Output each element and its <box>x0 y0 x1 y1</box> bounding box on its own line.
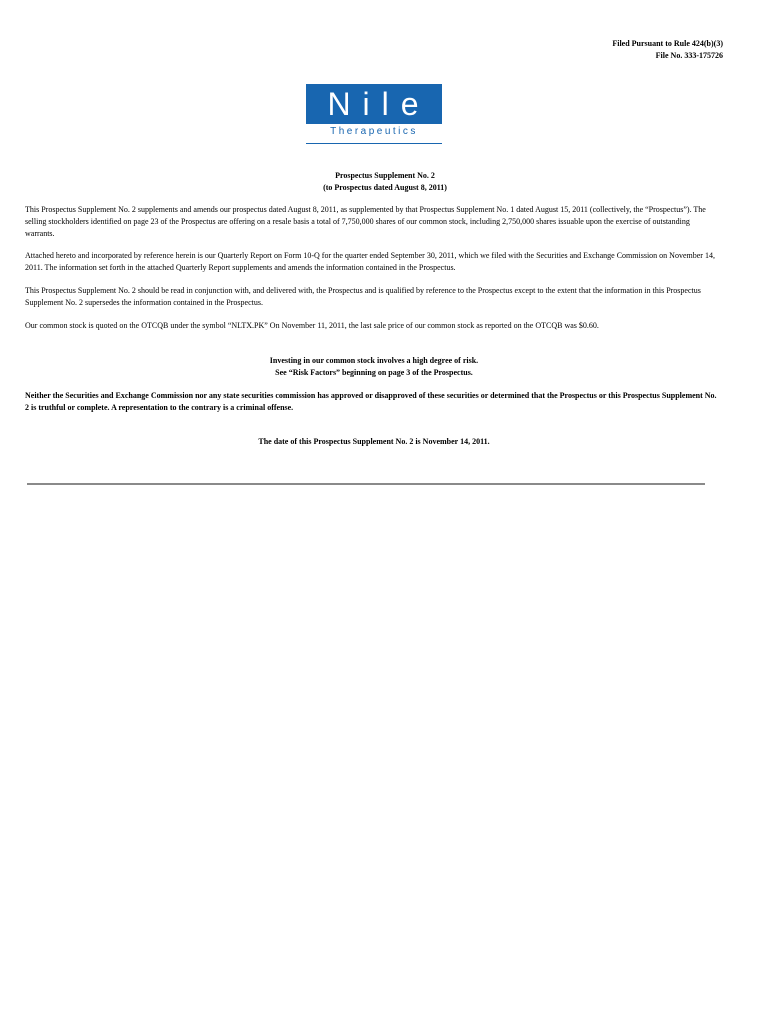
risk-line-1: Investing in our common stock involves a high degree of risk. <box>269 356 479 365</box>
logo-underline <box>306 143 442 144</box>
paragraph-supplement: This Prospectus Supplement No. 2 supplements and amends our prospectus dated August 8, 2011, as supplemented by that Prospectus Supplement No. 1 dated August 15, 2011 (collectively, the “Prospectus”). The selling stockholders identified on page 23 of the Prospectus are offering on a resale basis a total of 7,750,000 shares of our common stock, including 2,750,000 shares issuable upon the exercise of outstanding warrants. <box>25 205 706 238</box>
filing-rule: Filed Pursuant to Rule 424(b)(3) <box>612 39 723 48</box>
page-divider <box>27 483 705 485</box>
paragraph-read-in-conjunction: This Prospectus Supplement No. 2 should be read in conjunction with, and delivered with, the Prospectus and is qualified by reference to the Prospectus except to the extent that the information in this Prospectus Supplement No. 2 supersedes the information contained in the Prospectus. <box>25 286 701 307</box>
risk-line-2: See “Risk Factors” beginning on page 3 of the Prospectus. <box>275 368 473 377</box>
title-line-2: (to Prospectus dated August 8, 2011) <box>323 183 447 192</box>
paragraph-quarterly-report: Attached hereto and incorporated by reference herein is our Quarterly Report on Form 10-Q for the quarter ended September 30, 2011, which we filed with the Securities and Exchange Commission on November 14, 2011. The information set forth in the attached Quarterly Report supplements and amends the information contained in the Prospectus. <box>25 251 715 272</box>
company-logo <box>306 84 442 142</box>
document-title <box>0 170 770 194</box>
paragraph-stock-quote: Our common stock is quoted on the OTCQB under the symbol “NLTX.PK” On November 11, 2011, the last sale price of our common stock as reported on the OTCQB was $0.60. <box>25 321 599 330</box>
title-line-1: Prospectus Supplement No. 2 <box>335 171 435 180</box>
filing-header <box>612 38 723 62</box>
logo-name: Nile <box>327 86 431 122</box>
risk-notice <box>0 355 748 379</box>
file-number: File No. 333-175726 <box>655 51 723 60</box>
logo-subtitle: Therapeutics <box>330 126 418 137</box>
supplement-date: The date of this Prospectus Supplement No. 2 is November 14, 2011. <box>258 437 490 446</box>
sec-disclaimer: Neither the Securities and Exchange Commission nor any state securities commission has approved or disapproved of these securities or determined that the Prospectus or this Prospectus Supplement No. 2 is truthful or complete. A representation to the contrary is a criminal offense. <box>25 391 717 412</box>
